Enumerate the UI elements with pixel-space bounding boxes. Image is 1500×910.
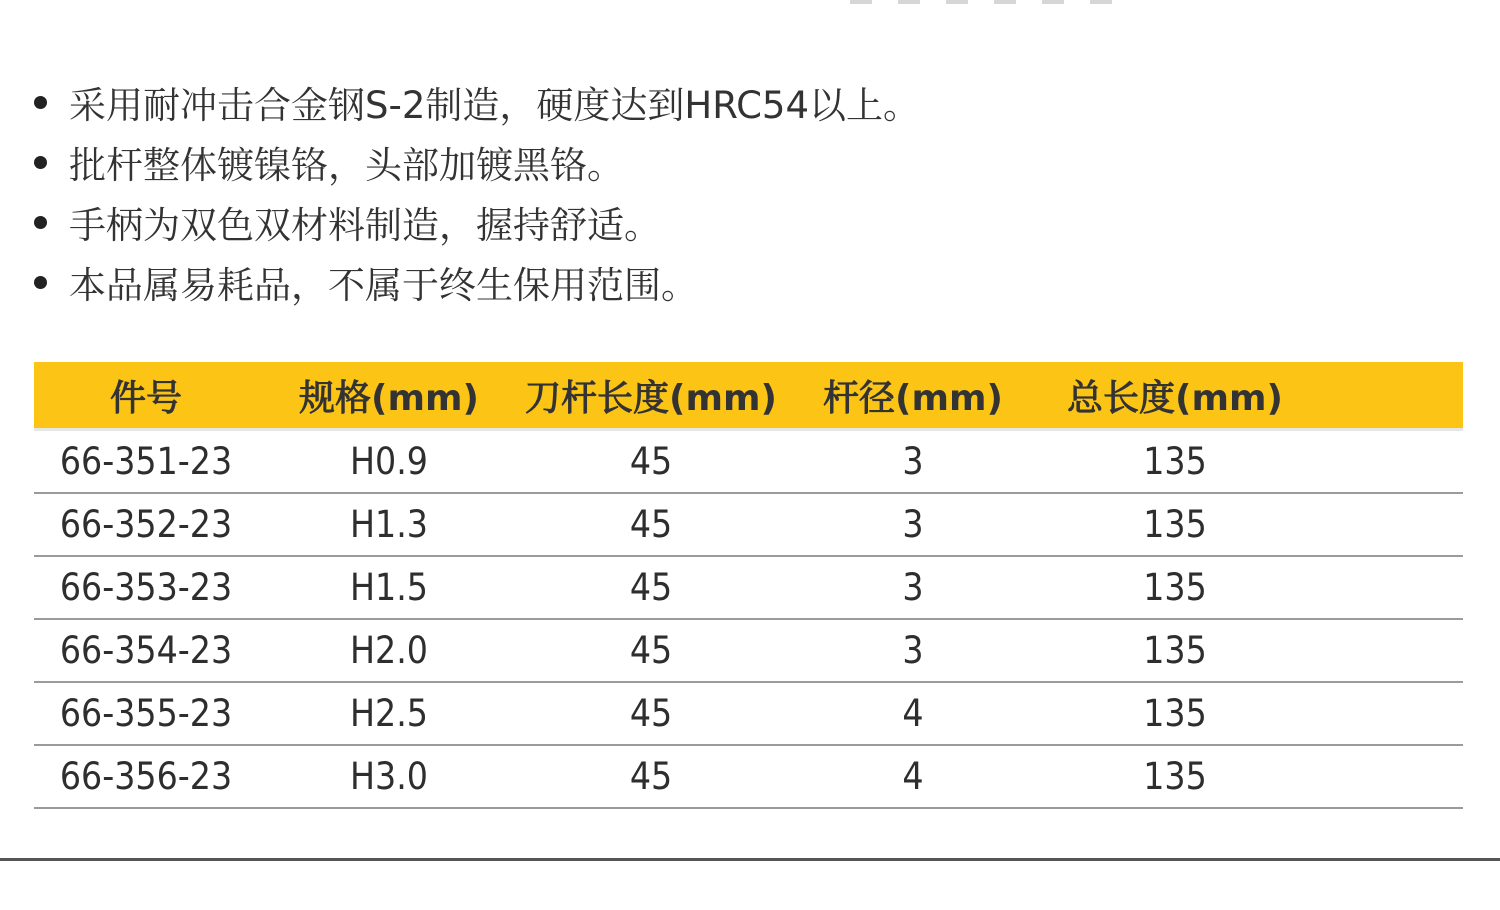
cell-spec: H2.5 [258, 682, 520, 745]
spec-table [34, 362, 1463, 809]
cell-spec: H3.0 [258, 745, 520, 808]
bullet-icon [34, 276, 47, 289]
feature-item [34, 192, 920, 252]
bottom-divider [0, 858, 1500, 861]
table-row [34, 556, 1463, 619]
cell-blade-length: 45 [520, 682, 782, 745]
cell-spec: H1.5 [258, 556, 520, 619]
feature-text: 手柄为双色双材料制造，握持舒适。 [69, 204, 661, 247]
cell-spacer [1306, 556, 1463, 619]
cell-part-no: 66-351-23 [34, 430, 258, 494]
cell-part-no: 66-353-23 [34, 556, 258, 619]
cell-blade-length: 45 [520, 430, 782, 494]
cell-part-no: 66-352-23 [34, 493, 258, 556]
column-header-part-no: 件号 [34, 362, 258, 430]
column-header-total-length: 总长度(mm) [1044, 362, 1306, 430]
feature-text: 批杆整体镀镍铬，头部加镀黑铬。 [69, 144, 624, 187]
cell-shank-diameter: 3 [782, 619, 1044, 682]
bullet-icon [34, 216, 47, 229]
column-header-spec: 规格(mm) [258, 362, 520, 430]
cell-shank-diameter: 3 [782, 430, 1044, 494]
cell-spacer [1306, 682, 1463, 745]
cell-total-length: 135 [1044, 493, 1306, 556]
cell-part-no: 66-356-23 [34, 745, 258, 808]
column-header-spacer [1306, 362, 1463, 430]
cell-shank-diameter: 4 [782, 745, 1044, 808]
feature-text: 本品属易耗品，不属于终生保用范围。 [69, 264, 698, 307]
cell-total-length: 135 [1044, 430, 1306, 494]
cell-blade-length: 45 [520, 493, 782, 556]
column-header-blade-length: 刀杆长度(mm) [520, 362, 782, 430]
feature-item [34, 252, 920, 312]
cell-shank-diameter: 4 [782, 682, 1044, 745]
table-header-row [34, 362, 1463, 430]
feature-text: 采用耐冲击合金钢S-2制造，硬度达到HRC54以上。 [69, 84, 920, 127]
bullet-icon [34, 156, 47, 169]
cell-blade-length: 45 [520, 556, 782, 619]
table-row [34, 682, 1463, 745]
column-header-shank-diameter: 杆径(mm) [782, 362, 1044, 430]
table-row [34, 493, 1463, 556]
feature-item [34, 72, 920, 132]
cell-total-length: 135 [1044, 556, 1306, 619]
cell-blade-length: 45 [520, 745, 782, 808]
cell-total-length: 135 [1044, 619, 1306, 682]
cell-spec: H2.0 [258, 619, 520, 682]
cropped-heading-fragment [850, 0, 1190, 4]
cell-part-no: 66-354-23 [34, 619, 258, 682]
cell-shank-diameter: 3 [782, 493, 1044, 556]
cell-spec: H1.3 [258, 493, 520, 556]
cell-spacer [1306, 430, 1463, 494]
feature-list [34, 72, 920, 312]
table-row [34, 619, 1463, 682]
cell-spacer [1306, 619, 1463, 682]
cell-part-no: 66-355-23 [34, 682, 258, 745]
cell-total-length: 135 [1044, 682, 1306, 745]
cell-shank-diameter: 3 [782, 556, 1044, 619]
cell-total-length: 135 [1044, 745, 1306, 808]
cell-blade-length: 45 [520, 619, 782, 682]
bullet-icon [34, 96, 47, 109]
table-row [34, 430, 1463, 494]
cell-spec: H0.9 [258, 430, 520, 494]
feature-item [34, 132, 920, 192]
cell-spacer [1306, 745, 1463, 808]
table-row [34, 745, 1463, 808]
cell-spacer [1306, 493, 1463, 556]
